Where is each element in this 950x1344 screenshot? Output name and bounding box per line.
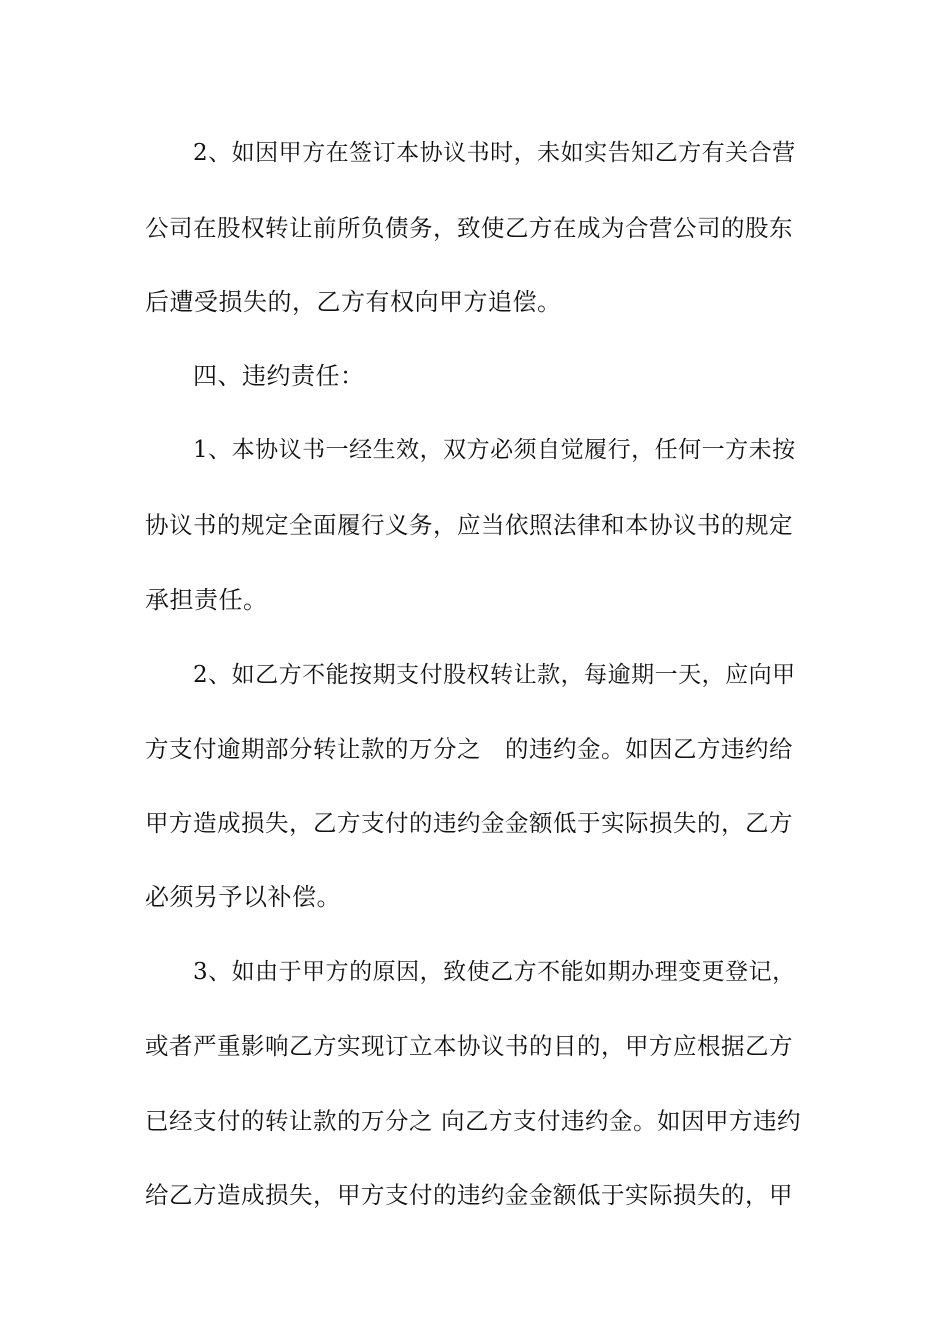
- paragraph-line: 方支付逾期部分转让款的万分之 的违约金。如因乙方违约给: [145, 735, 793, 763]
- paragraph-line: 已经支付的转让款的万分之 向乙方支付违约金。如因甲方违约: [145, 1107, 801, 1135]
- paragraph-line: 公司在股权转让前所负债务，致使乙方在成为合营公司的股东: [145, 214, 793, 242]
- paragraph-line: 必须另予以补偿。: [145, 883, 341, 911]
- paragraph-line: 3、如由于甲方的原因，致使乙方不能如期办理变更登记，: [193, 959, 796, 985]
- section-heading: 四、违约责任：: [193, 362, 365, 390]
- paragraph-line: 1、本协议书一经生效，双方必须自觉履行，任何一方未按: [193, 437, 796, 463]
- paragraph-line: 承担责任。: [145, 586, 268, 614]
- paragraph-line: 给乙方造成损失，甲方支付的违约金金额低于实际损失的，甲: [145, 1181, 793, 1209]
- paragraph-line: 或者严重影响乙方实现订立本协议书的目的，甲方应根据乙方: [145, 1032, 793, 1060]
- paragraph-line: 甲方造成损失，乙方支付的违约金金额低于实际损失的，乙方: [145, 809, 793, 837]
- paragraph-line: 后遭受损失的，乙方有权向甲方追偿。: [145, 288, 562, 316]
- paragraph-line: 2、如乙方不能按期支付股权转让款，每逾期一天，应向甲: [193, 662, 796, 688]
- paragraph-line: 协议书的规定全面履行义务，应当依照法律和本协议书的规定: [145, 511, 793, 539]
- paragraph-line: 2、如因甲方在签订本协议书时，未如实告知乙方有关合营: [193, 140, 796, 166]
